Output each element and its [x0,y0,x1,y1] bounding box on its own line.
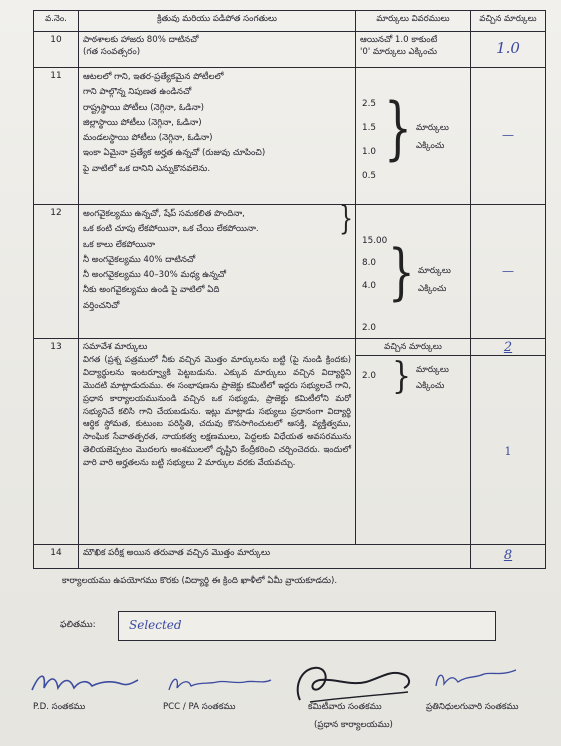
marks-value: 1.5 [362,123,376,133]
marks-value: 2.5 [362,99,376,109]
pd-signature-label: P.D. సంతకము [33,702,86,712]
row-number: 12 [34,205,79,339]
table-row [34,205,546,339]
criteria-title: సమావేశ మార్కులు [83,342,148,352]
row-number: 11 [34,68,79,205]
criteria-line: పై వాటిలో ఒక దానిని ఎన్నుకొనవలెను. [83,163,211,174]
result-value: Selected [129,618,182,632]
criteria-cell [79,200,356,339]
representative-signature-label: ప్రతినిధులగువారి సంతకము [426,702,519,712]
brace-label-line: ఎక్కించు [416,381,445,392]
marks-detail-cell [356,205,471,339]
total-label-cell [79,545,471,569]
header-sno: వ.నెం. [34,11,79,32]
committee-signature-sublabel: (ప్రధాన కార్యాలయము) [314,720,393,730]
criteria-line: జిల్లాస్థాయి పోటీలు (నెగ్గినా, ఓడినా) [83,117,202,128]
brace-label-line: మార్కులు [416,365,449,376]
brace-label-line: ఎక్కించు [418,283,447,294]
criteria-line: ఒక కాలు లేకపోయినా [83,239,156,250]
representative-signature [432,666,522,692]
marks-detail-cell [356,32,471,68]
header-criteria: క్రితువు మరియు పడిపోత సంగతులు [79,11,356,32]
awarded-side-value: 1 [504,445,512,458]
awarded-value: — [502,263,514,278]
brace-label [416,122,449,153]
table-row [34,32,546,68]
curly-brace-icon: } [388,235,415,307]
criteria-line: పాఠశాలకు హాజరు 80% దాటినచో [83,35,199,45]
result-box [118,611,496,641]
marks-value: 8.0 [362,258,376,268]
marks-line: '0' మార్కులు ఎక్కించు [360,47,437,58]
criteria-cell [79,339,356,545]
criteria-line: వర్తించనిచో [83,300,120,311]
table-row [34,339,546,545]
total-awarded-value: 8 [503,548,513,563]
row-number: 10 [34,32,79,68]
brace-label-line: ఎక్కించు [416,140,445,151]
awarded-value: 2 [503,340,513,355]
marks-table [33,10,546,569]
criteria-cell [79,68,356,205]
row-number: 13 [34,339,79,545]
criteria-line: ఇంకా ఏమైనా ప్రత్యేక అర్హత ఉన్నచో (రుజువు చూపించి) [83,148,266,159]
marks-line: ఆయినచో 1.0 కాకుంటే [360,35,438,45]
pcc-signature [165,672,275,696]
marks-value: 4.0 [362,281,376,291]
marks-value: 2.0 [362,323,376,333]
awarded-main-box [471,339,545,356]
criteria-line: నీ అంగవైకల్యము 40% దాటినచో [83,254,196,265]
awarded-cell [471,545,546,569]
marks-detail-cell [356,68,471,205]
criteria-line: ఒక కంటి చూపు లేకపోయినా, ఒక చేయి లేకపోయినా. [83,224,259,235]
curly-brace-icon: } [392,355,412,398]
awarded-value: — [502,128,514,143]
awarded-cell [471,68,546,205]
marks-value: 15.00 [362,236,388,246]
committee-signature-label: కమిటీవారు సంతకము [308,702,382,712]
header-awarded: వచ్చిన మార్కులు [471,11,546,32]
brace-label [416,364,449,393]
brace-label-line: మార్కులు [418,266,451,276]
marks-detail-cell [356,339,471,545]
office-use-note: కార్యాలయము ఉపయోగము కొరకు (విద్యార్థి ఈ క్రింది ఖాళీలో ఏమీ వ్రాయకూడదు). [62,576,338,586]
awarded-cell [471,205,546,339]
criteria-line: (గత సంవత్సరం) [83,47,141,58]
table-row [34,545,546,569]
marks-value: 2.0 [362,371,376,382]
curly-brace-icon: } [339,200,353,238]
table-header-row [34,11,546,32]
header-marks-details: మార్కులు వివరములు [356,11,471,32]
criteria-line: మండలస్థాయి పోటీలు (నెగ్గినా, ఓడినా) [83,133,213,144]
committee-signature [290,660,420,706]
criteria-line: ఆటలలో గాని, ఇతర-ప్రత్యేకమైన పోటీలలో [83,72,224,82]
pd-signature [30,668,140,698]
marks-value: 0.5 [362,171,376,181]
table-row [34,68,546,205]
criteria-line: అంగవైకల్యము ఉన్నచో, షేప్ సమకలిత పొందినా, [83,209,245,219]
interview-instructions: విగత (ప్రశ్న పత్రములో నీకు వచ్చిన మొత్తం మార్కులను బట్టి (పై నుండి క్రిందకు) విద్యార్థులను ఇంటర్వ్యూకి పెట్టబడును. ఎక్కువ మార్కులు వచ్చిన విద్యార్థిని మొదటి మాట్లాడుదుము. ఈ సంభాషణను ప్రాజెక్టు కమిటీలో ఇద్దరు సభ్యులచే గాని, ప్రధాన కార్యాలయమునుండి వచ్చిన ఒక సభ్యుడు, ప్రాజెక్టు కమిటీలోని మరో సభ్యునిచే కలిసి గాని చేయబడును. ఇట్లు మాట్లాడు సభ్యులు ప్రధానంగా విద్యార్థి ఆర్థిక స్థోమత, కుటుంబ పరిస్థితి, చదువు కొనసాగించుటలో ఆసక్తి, వ్యక్తిత్వము, సాంఘిక సేవాతత్పరత, నాయకత్వ లక్షణములు, పెద్దలకు విధేయత అవసరమును తెలియజెప్పటం మొదలగు అంశములలో దృష్టిని కేంద్రీకరించి చర్చించెదరు. ఇందులో వారి వారి అర్హతలను బట్టి సభ్యులు 2 మార్కుల వరకు వేయవచ్చు. [83,354,351,467]
pcc-signature-label: PCC / PA సంతకము [163,702,236,712]
total-label: మౌఖిక పరీక్ష అయిన తరువాత వచ్చిన మొత్తం మార్కులు [83,548,271,558]
awarded-value: 1.0 [496,39,520,57]
result-label: ఫలితము: [60,620,96,630]
criteria-cell [79,32,356,68]
criteria-line: నీకు అంగవైకల్యము ఉండి పై వాటిలో ఏది [83,285,220,296]
row-number: 14 [34,545,79,569]
marks-value: 1.0 [362,147,376,157]
awarded-subheader: వచ్చిన మార్కులు [356,339,470,356]
brace-label-line: మార్కులు [416,123,449,133]
criteria-line: నీ అంగవైకల్యము 40–30% మధ్య ఉన్నచో [83,270,226,281]
brace-label [418,265,451,296]
awarded-cell [471,339,546,545]
criteria-line: గాని పాల్గొన్న నిపుణత ఉండినచో [83,87,192,98]
criteria-line: రాష్ట్రస్థాయి పోటీలు (నెగ్గినా, ఓడినా) [83,102,204,113]
curly-brace-icon: } [384,89,412,169]
awarded-cell [471,32,546,68]
